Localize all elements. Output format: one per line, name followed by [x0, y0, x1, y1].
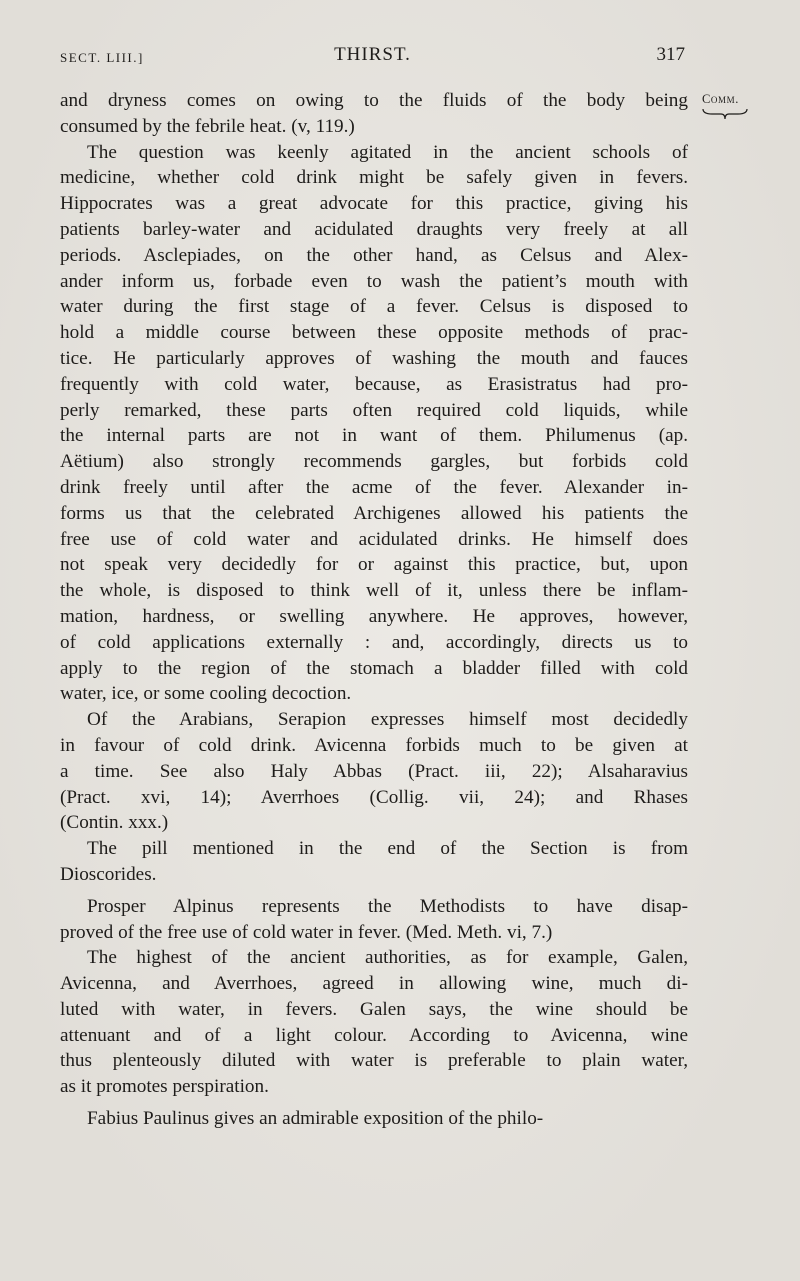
- text-line: consumed by the febrile heat. (v, 119.): [60, 115, 355, 137]
- text-line: perly remarked, these parts often required cold liquids, while: [60, 399, 688, 421]
- text-line: in favour of cold drink. Avicenna forbids much to be given at: [60, 734, 688, 756]
- text-line: Avicenna, and Averrhoes, agreed in allowing wine, much di-: [60, 973, 688, 995]
- text-line: the whole, is disposed to think well of it, unless there be inflam-: [60, 580, 688, 602]
- text-line: apply to the region of the stomach a bladder filled with cold: [60, 657, 688, 679]
- page-number: 317: [656, 44, 685, 65]
- paragraph: [60, 88, 688, 140]
- text-line: water during the first stage of a fever. Celsus is disposed to: [60, 296, 688, 318]
- paragraph: [60, 945, 688, 1100]
- text-line: a time. See also Haly Abbas (Pract. iii, 22); Alsaharavius: [60, 760, 688, 782]
- text-line: (Pract. xvi, 14); Averrhoes (Collig. vii, 24); and Rhases: [60, 786, 688, 808]
- text-line: tice. He particularly approves of washing the mouth and fauces: [60, 347, 688, 369]
- text-line: Fabius Paulinus gives an admirable exposition of the philo-: [87, 1108, 544, 1130]
- text-line: mation, hardness, or swelling anywhere. He approves, however,: [60, 605, 688, 627]
- paragraph: [60, 707, 688, 836]
- running-head: [60, 44, 685, 72]
- text-line: The question was keenly agitated in the ancient schools of: [87, 141, 688, 163]
- text-line: of cold applications externally : and, accordingly, directs us to: [60, 631, 688, 653]
- text-line: Hippocrates was a great advocate for this practice, giving his: [60, 193, 688, 215]
- text-line: Dioscorides.: [60, 863, 157, 885]
- text-line: forms us that the celebrated Archigenes allowed his patients the: [60, 502, 688, 524]
- body-text: [60, 88, 688, 1132]
- text-line: frequently with cold water, because, as Erasistratus had pro-: [60, 373, 688, 395]
- commentary-label: Comm.: [702, 92, 739, 106]
- brace-icon: [702, 108, 748, 120]
- text-line: Prosper Alpinus represents the Methodists to have disap-: [87, 895, 688, 917]
- text-line: free use of cold water and acidulated drinks. He himself does: [60, 528, 688, 550]
- text-line: medicine, whether cold drink might be safely given in fevers.: [60, 167, 688, 189]
- text-line: Aëtium) also strongly recommends gargles, but forbids cold: [60, 451, 688, 473]
- margin-note: [702, 92, 754, 120]
- text-line: drink freely until after the acme of the fever. Alexander in-: [60, 476, 688, 498]
- chapter-title: THIRST.: [334, 44, 411, 65]
- paragraph: [60, 140, 688, 708]
- text-line: not speak very decidedly for or against this practice, but, upon: [60, 554, 688, 576]
- text-line: The pill mentioned in the end of the Section is from: [87, 838, 688, 860]
- text-line: and dryness comes on owing to the fluids of the body being: [60, 90, 688, 111]
- text-line: ander inform us, forbade even to wash the patient’s mouth with: [60, 270, 688, 292]
- text-line: thus plenteously diluted with water is preferable to plain water,: [60, 1050, 688, 1072]
- paragraph: [60, 836, 688, 888]
- text-line: Of the Arabians, Serapion expresses himself most decidedly: [87, 709, 688, 731]
- text-line: the internal parts are not in want of them. Philumenus (ap.: [60, 425, 688, 447]
- text-line: as it promotes perspiration.: [60, 1076, 269, 1098]
- text-line: hold a middle course between these opposite methods of prac-: [60, 322, 688, 344]
- text-line: luted with water, in fevers. Galen says, the wine should be: [60, 998, 688, 1020]
- text-line: The highest of the ancient authorities, as for example, Galen,: [87, 947, 688, 969]
- text-line: (Contin. xxx.): [60, 812, 169, 834]
- text-line: periods. Asclepiades, on the other hand, as Celsus and Alex-: [60, 244, 688, 266]
- text-line: proved of the free use of cold water in fever. (Med. Meth. vi, 7.): [60, 921, 553, 943]
- paragraph: [60, 1106, 688, 1132]
- paragraph: [60, 894, 688, 946]
- text-line: water, ice, or some cooling decoction.: [60, 683, 352, 705]
- text-line: attenuant and of a light colour. According to Avicenna, wine: [60, 1024, 688, 1046]
- section-number: SECT. LIII.]: [60, 50, 144, 65]
- text-line: patients barley-water and acidulated draughts very freely at all: [60, 218, 688, 240]
